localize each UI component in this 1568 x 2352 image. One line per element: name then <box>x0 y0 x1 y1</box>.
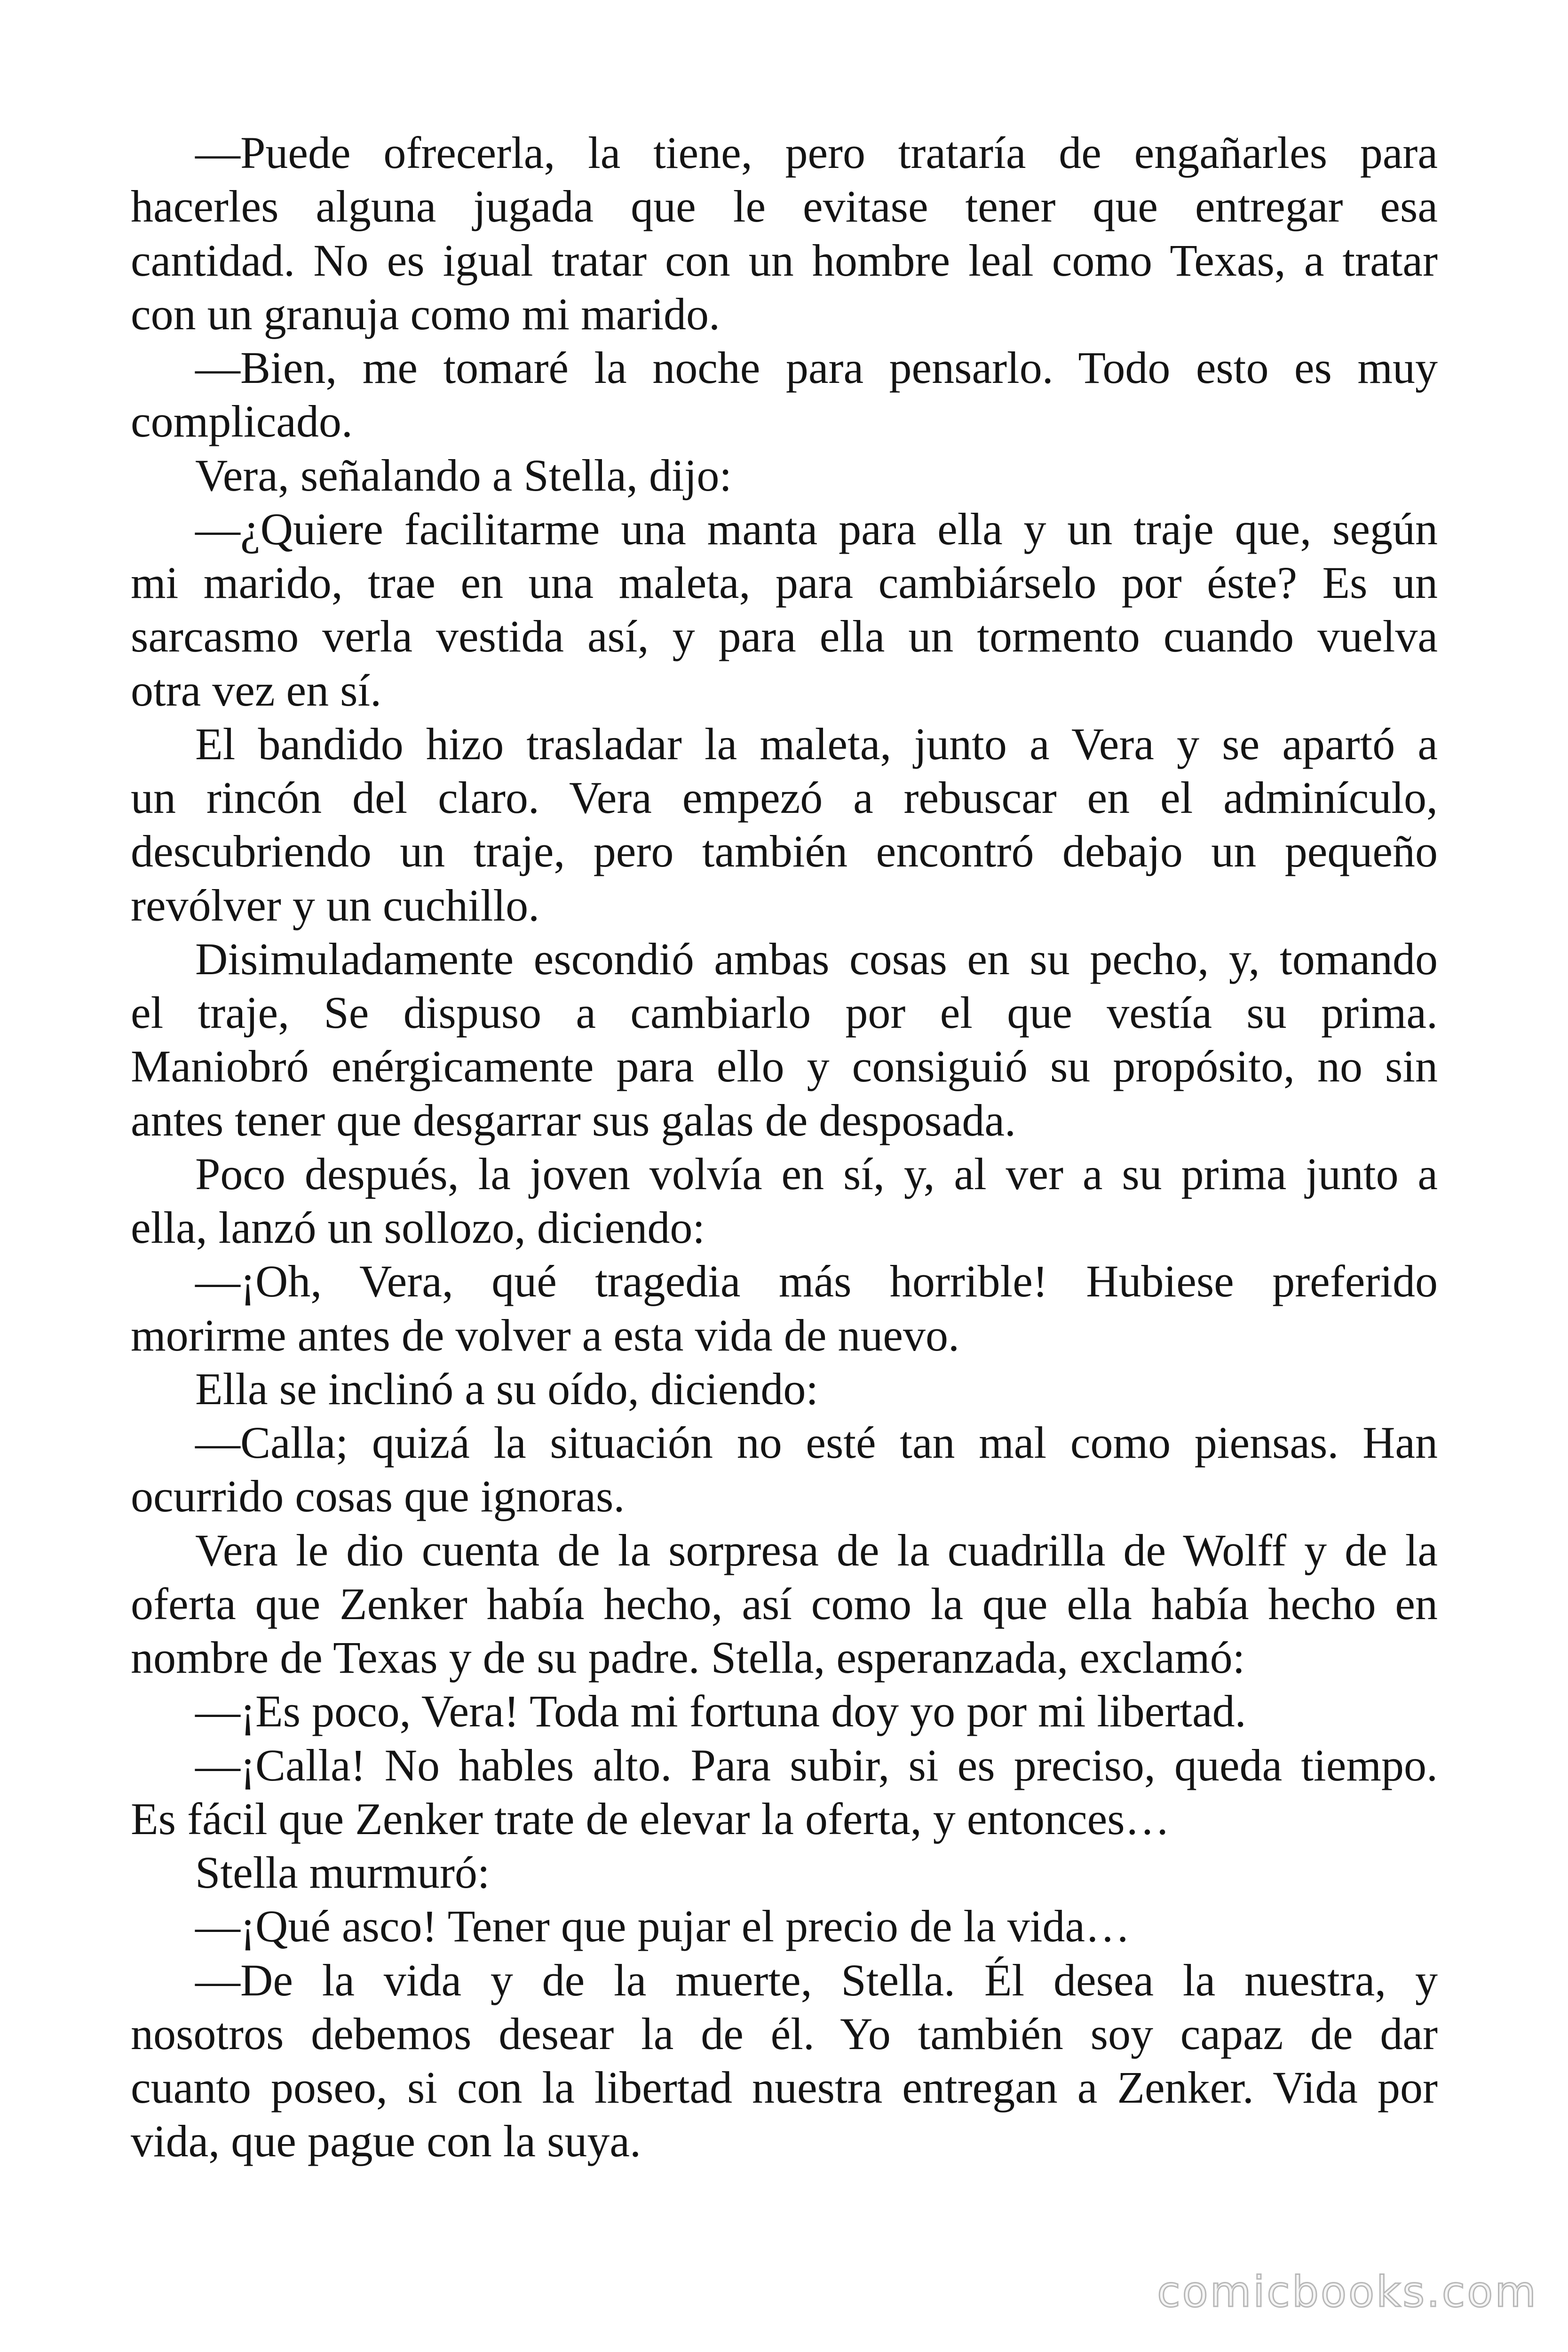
text-line: —¡Calla! No hables alto. Para subir, si es preciso, queda tiempo. <box>195 1740 1438 1790</box>
paragraph <box>131 1255 1438 1362</box>
text-line: Vera, señalando a Stella, dijo: <box>195 450 732 501</box>
text-line: nosotros debemos desear la de él. Yo también soy capaz de dar <box>131 2008 1438 2059</box>
text-line: —Bien, me tomaré la noche para pensarlo. Todo esto es muy <box>195 342 1438 393</box>
text-line: antes tener que desgarrar sus galas de desposada. <box>131 1095 1016 1145</box>
text-line: Stella murmuró: <box>195 1847 490 1898</box>
paragraph <box>131 1899 1438 1953</box>
text-line: morirme antes de volver a esta vida de nuevo. <box>131 1310 960 1360</box>
text-line: Es fácil que Zenker trate de elevar la oferta, y entonces… <box>131 1793 1170 1844</box>
text-line: Vera le dio cuenta de la sorpresa de la cuadrilla de Wolff y de la <box>195 1525 1438 1575</box>
paragraph <box>131 341 1438 449</box>
text-line: otra vez en sí. <box>131 665 382 715</box>
text-line: nombre de Texas y de su padre. Stella, esperanzada, exclamó: <box>131 1632 1245 1683</box>
text-line: —Puede ofrecerla, la tiene, pero trataría de engañarles para <box>195 127 1438 178</box>
text-line: vida, que pague con la suya. <box>131 2116 641 2167</box>
text-line: Disimuladamente escondió ambas cosas en su pecho, y, tomando <box>195 933 1438 984</box>
paragraph <box>131 932 1438 1147</box>
paragraph <box>131 1416 1438 1524</box>
text-line: con un granuja como mi marido. <box>131 288 721 339</box>
paragraph <box>131 1524 1438 1685</box>
paragraph <box>131 1147 1438 1255</box>
text-line: Poco después, la joven volvía en sí, y, al ver a su prima junto a <box>195 1148 1438 1199</box>
text-line: —¡Oh, Vera, qué tragedia más horrible! Hubiese preferido <box>195 1256 1438 1307</box>
text-body <box>131 126 1438 2169</box>
paragraph <box>131 1846 1438 1899</box>
text-line: ocurrido cosas que ignoras. <box>131 1471 625 1522</box>
paragraph <box>131 1685 1438 1738</box>
paragraph <box>131 126 1438 341</box>
text-line: ella, lanzó un sollozo, diciendo: <box>131 1202 705 1253</box>
text-line: —¡Es poco, Vera! Toda mi fortuna doy yo por mi libertad. <box>195 1686 1246 1737</box>
text-line: oferta que Zenker había hecho, así como la que ella había hecho en <box>131 1578 1438 1629</box>
text-line: un rincón del claro. Vera empezó a rebuscar en el adminículo, <box>131 772 1438 823</box>
text-line: —Calla; quizá la situación no esté tan mal como piensas. Han <box>195 1417 1438 1468</box>
text-line: Ella se inclinó a su oído, diciendo: <box>195 1363 819 1414</box>
text-line: mi marido, trae en una maleta, para cambiárselo por éste? Es un <box>131 557 1438 608</box>
text-line: cuanto poseo, si con la libertad nuestra entregan a Zenker. Vida por <box>131 2062 1438 2113</box>
paragraph <box>131 1362 1438 1416</box>
text-line: hacerles alguna jugada que le evitase tener que entregar esa <box>131 181 1438 232</box>
paragraph <box>131 502 1438 717</box>
text-line: complicado. <box>131 396 353 447</box>
text-line: El bandido hizo trasladar la maleta, junto a Vera y se apartó a <box>195 718 1438 769</box>
text-line: el traje, Se dispuso a cambiarlo por el que vestía su prima. <box>131 987 1438 1038</box>
text-line: —De la vida y de la muerte, Stella. Él desea la nuestra, y <box>195 1955 1438 2005</box>
paragraph <box>131 717 1438 932</box>
paragraph <box>131 449 1438 502</box>
watermark: comicbooks.com <box>1157 2267 1538 2317</box>
text-line: —¿Quiere facilitarme una manta para ella y un traje que, según <box>195 503 1438 554</box>
text-line: descubriendo un traje, pero también encontró debajo un pequeño <box>131 826 1438 877</box>
paragraph <box>131 1739 1438 1846</box>
text-line: sarcasmo verla vestida así, y para ella un tormento cuando vuelva <box>131 611 1438 662</box>
text-line: Maniobró enérgicamente para ello y consiguió su propósito, no sin <box>131 1041 1438 1092</box>
text-line: cantidad. No es igual tratar con un hombre leal como Texas, a tratar <box>131 235 1438 286</box>
paragraph <box>131 1954 1438 2169</box>
text-line: revólver y un cuchillo. <box>131 880 540 930</box>
text-line: —¡Qué asco! Tener que pujar el precio de la vida… <box>195 1901 1131 1952</box>
